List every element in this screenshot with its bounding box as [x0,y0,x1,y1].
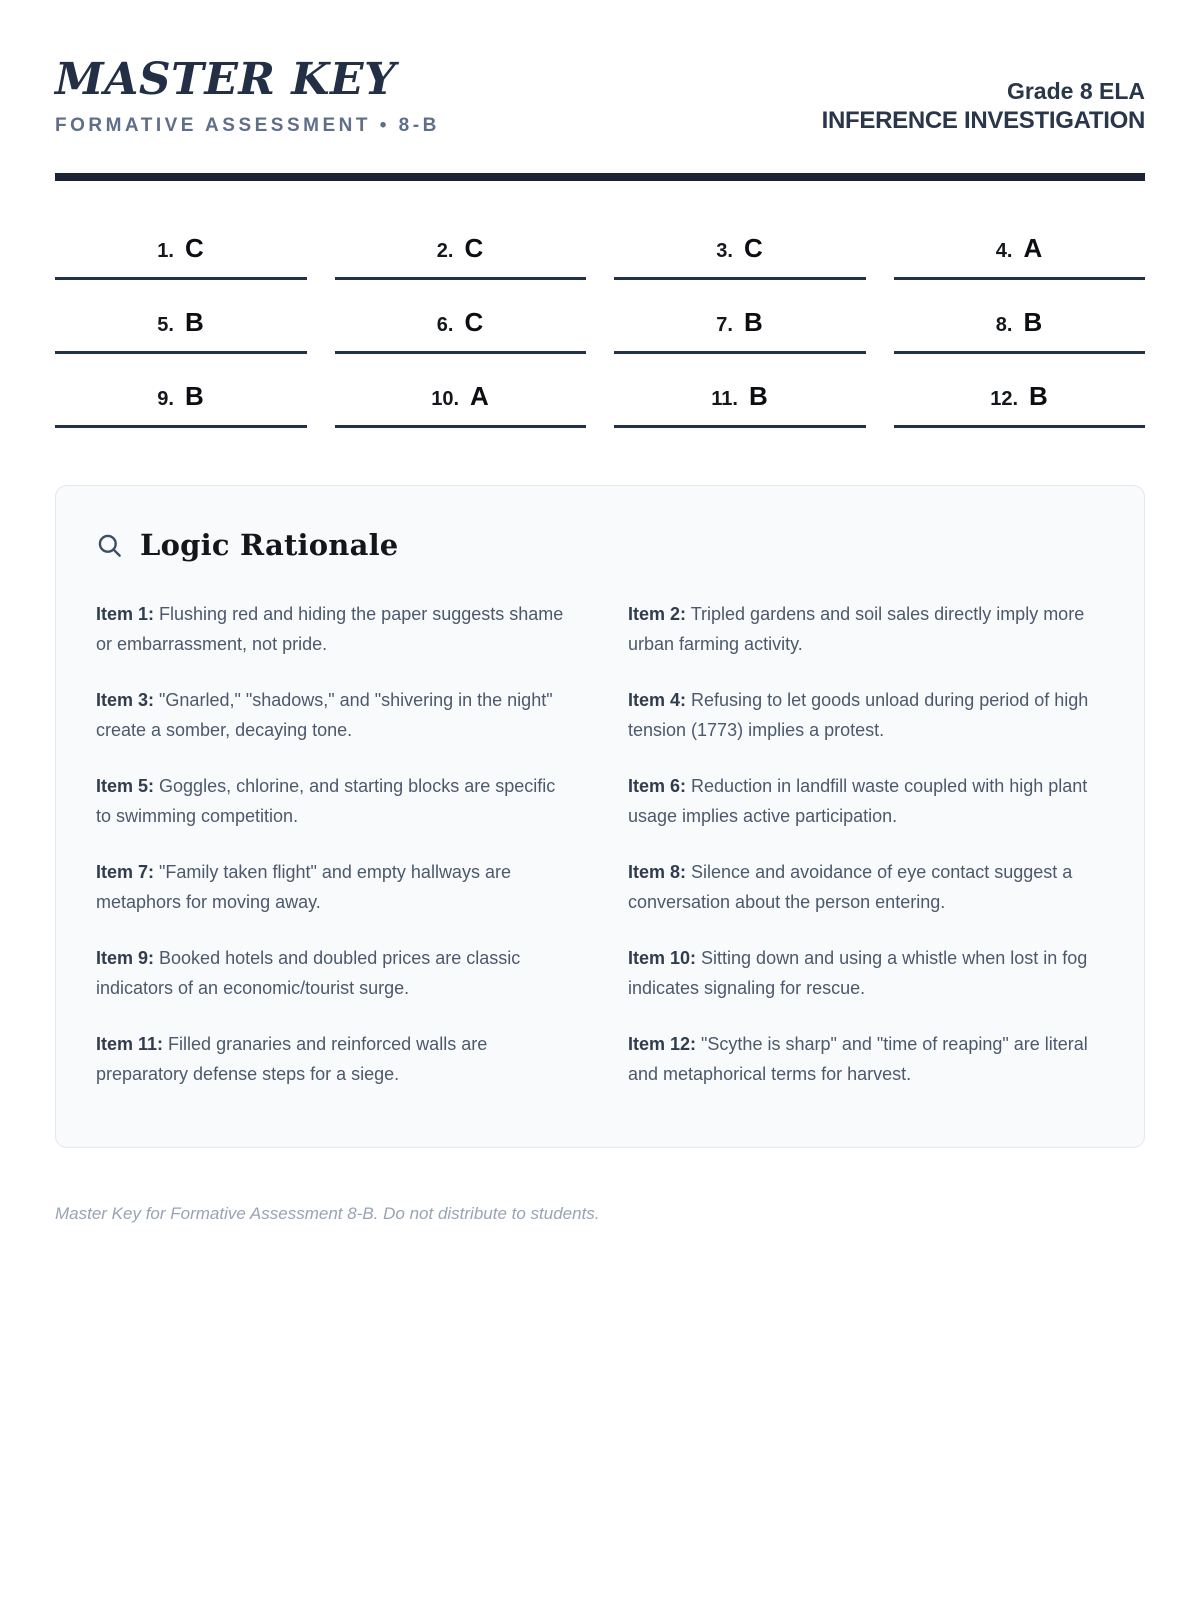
answer-number: 7. [716,314,733,336]
rationale-item-11: Item 11: Filled granaries and reinforced walls are preparatory defense steps for a siege. [96,1034,488,1084]
course-label: Grade 8 ELA [1006,78,1145,105]
answer-cell-8 [894,307,1146,354]
rationale-item-8: Item 8: Silence and avoidance of eye contact suggest a conversation about the person entering. [628,862,1073,912]
answer-cell-1 [55,233,307,280]
answer-cell-12 [894,381,1146,428]
rationale-panel [55,485,1145,1148]
answer-letter: B [748,381,769,411]
rationale-item-3: Item 3: "Gnarled," "shadows," and "shivering in the night" create a somber, decaying tone. [96,690,553,740]
answer-letter: B [1029,381,1049,411]
rationale-item-1: Item 1: Flushing red and hiding the paper suggests shame or embarrassment, not pride. [96,604,564,654]
rationale-item-label: Item 1: [96,604,155,624]
rationale-columns [96,599,1104,1089]
answer-number: 2. [436,240,454,262]
rationale-item-label: Item 7: [96,862,155,882]
answer-letter: B [743,307,764,337]
rationale-item-label: Item 9: [96,948,155,968]
answer-letter: C [184,233,205,263]
answer-number: 3. [716,240,733,262]
footer-note: Master Key for Formative Assessment 8-B. Do not distribute to students. [55,1204,600,1223]
rationale-heading: Logic Rationale [140,528,399,562]
rationale-item-label: Item 5: [96,776,155,796]
answer-letter: C [464,233,484,263]
rationale-item-label: Item 8: [628,862,687,882]
rationale-item-label: Item 10: [628,948,697,968]
answer-letter: A [1023,233,1043,263]
header-left [55,54,440,137]
answer-cell-5 [55,307,307,354]
assessment-title: INFERENCE INVESTIGATION [821,107,1145,134]
answer-cell-2 [335,233,587,280]
answer-cell-3 [614,233,866,280]
rationale-item-7: Item 7: "Family taken flight" and empty hallways are metaphors for moving away. [96,862,511,912]
answer-cell-10 [335,381,587,428]
rationale-item-9: Item 9: Booked hotels and doubled prices are classic indicators of an economic/tourist surge. [96,948,521,998]
answer-cell-11 [614,381,866,428]
header-divider [55,173,1145,181]
answer-number: 6. [436,314,454,336]
rationale-item-10: Item 10: Sitting down and using a whistle when lost in fog indicates signaling for rescue. [628,948,1088,998]
rationale-header [96,528,1104,562]
rationale-item-label: Item 11: [96,1034,164,1054]
rationale-item-2: Item 2: Tripled gardens and soil sales directly imply more urban farming activity. [628,604,1085,654]
answer-cell-4 [894,233,1146,280]
answer-number: 9. [157,388,174,410]
header [55,0,1145,137]
answer-number: 10. [431,388,460,410]
rationale-item-4: Item 4: Refusing to let goods unload during period of high tension (1773) implies a protest. [628,690,1089,740]
rationale-item-12: Item 12: "Scythe is sharp" and "time of reaping" are literal and metaphorical terms for harvest. [628,1034,1088,1084]
answer-letter: B [184,381,205,411]
answer-number: 11. [711,388,738,410]
rationale-item-label: Item 2: [628,604,687,624]
answer-grid [55,233,1145,428]
answer-number: 1. [157,240,174,262]
answer-cell-7 [614,307,866,354]
answer-letter: C [464,307,484,337]
answer-number: 4. [995,240,1013,262]
answer-cell-6 [335,307,587,354]
answer-letter: C [743,233,764,263]
rationale-column-left [96,599,572,1089]
answer-number: 12. [990,388,1019,410]
answer-number: 5. [157,314,174,336]
page-subtitle: FORMATIVE ASSESSMENT • 8-B [55,115,440,136]
rationale-item-6: Item 6: Reduction in landfill waste coupled with high plant usage implies active participation. [628,776,1088,826]
answer-number: 8. [995,314,1013,336]
answer-cell-9 [55,381,307,428]
rationale-item-5: Item 5: Goggles, chlorine, and starting blocks are specific to swimming competition. [96,776,556,826]
answer-letter: B [184,307,205,337]
rationale-item-label: Item 3: [96,690,155,710]
answer-letter: A [470,381,490,411]
answer-letter: B [1023,307,1043,337]
rationale-column-right [628,599,1104,1089]
rationale-item-label: Item 4: [628,690,687,710]
rationale-item-label: Item 6: [628,776,687,796]
header-right [822,78,1145,137]
rationale-item-label: Item 12: [628,1034,697,1054]
page-title: MASTER KEY [55,54,396,105]
search-icon [96,532,123,559]
